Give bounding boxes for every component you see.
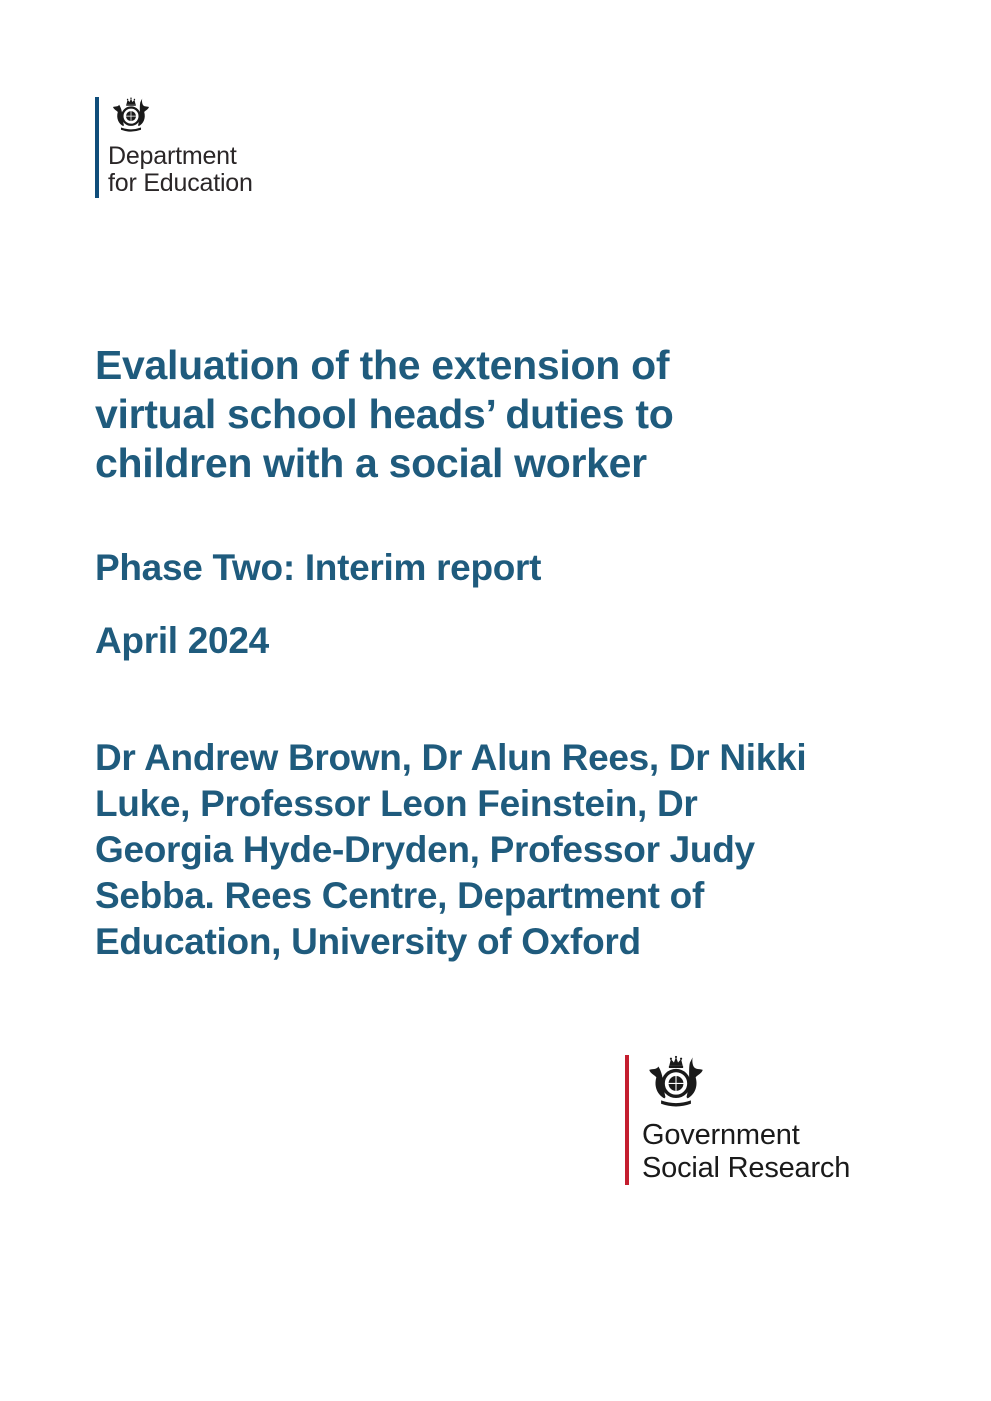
- report-subtitle: Phase Two: Interim report: [95, 547, 542, 588]
- gsr-wordmark-line1: Government: [642, 1119, 800, 1151]
- gsr-logo-red-bar: [625, 1055, 629, 1185]
- authors-block: [95, 735, 806, 965]
- report-title: [95, 341, 674, 488]
- dfe-logo-content: [108, 97, 253, 198]
- dfe-wordmark-line2: for Education: [108, 169, 253, 197]
- gsr-logo-content: [642, 1055, 850, 1185]
- authors-line5: Education, University of Oxford: [95, 921, 641, 962]
- report-date: April 2024: [95, 620, 269, 661]
- authors-line2: Luke, Professor Leon Feinstein, Dr: [95, 783, 698, 824]
- dfe-logo: [95, 97, 253, 198]
- royal-coat-of-arms-icon: [108, 97, 154, 138]
- report-title-line1: Evaluation of the extension of: [95, 342, 670, 388]
- gsr-logo-wordmark: [642, 1119, 850, 1185]
- royal-coat-of-arms-icon: [642, 1055, 710, 1116]
- dfe-logo-wordmark: [108, 143, 253, 197]
- authors-line4: Sebba. Rees Centre, Department of: [95, 875, 704, 916]
- gsr-wordmark-line2: Social Research: [642, 1152, 851, 1184]
- authors-line1: Dr Andrew Brown, Dr Alun Rees, Dr Nikki: [95, 737, 807, 778]
- dfe-wordmark-line1: Department: [108, 142, 237, 170]
- gsr-logo: [625, 1055, 850, 1185]
- report-title-line3: children with a social worker: [95, 440, 647, 486]
- report-title-line2: virtual school heads’ duties to: [95, 391, 674, 437]
- dfe-logo-blue-bar: [95, 97, 99, 198]
- authors-line3: Georgia Hyde-Dryden, Professor Judy: [95, 829, 755, 870]
